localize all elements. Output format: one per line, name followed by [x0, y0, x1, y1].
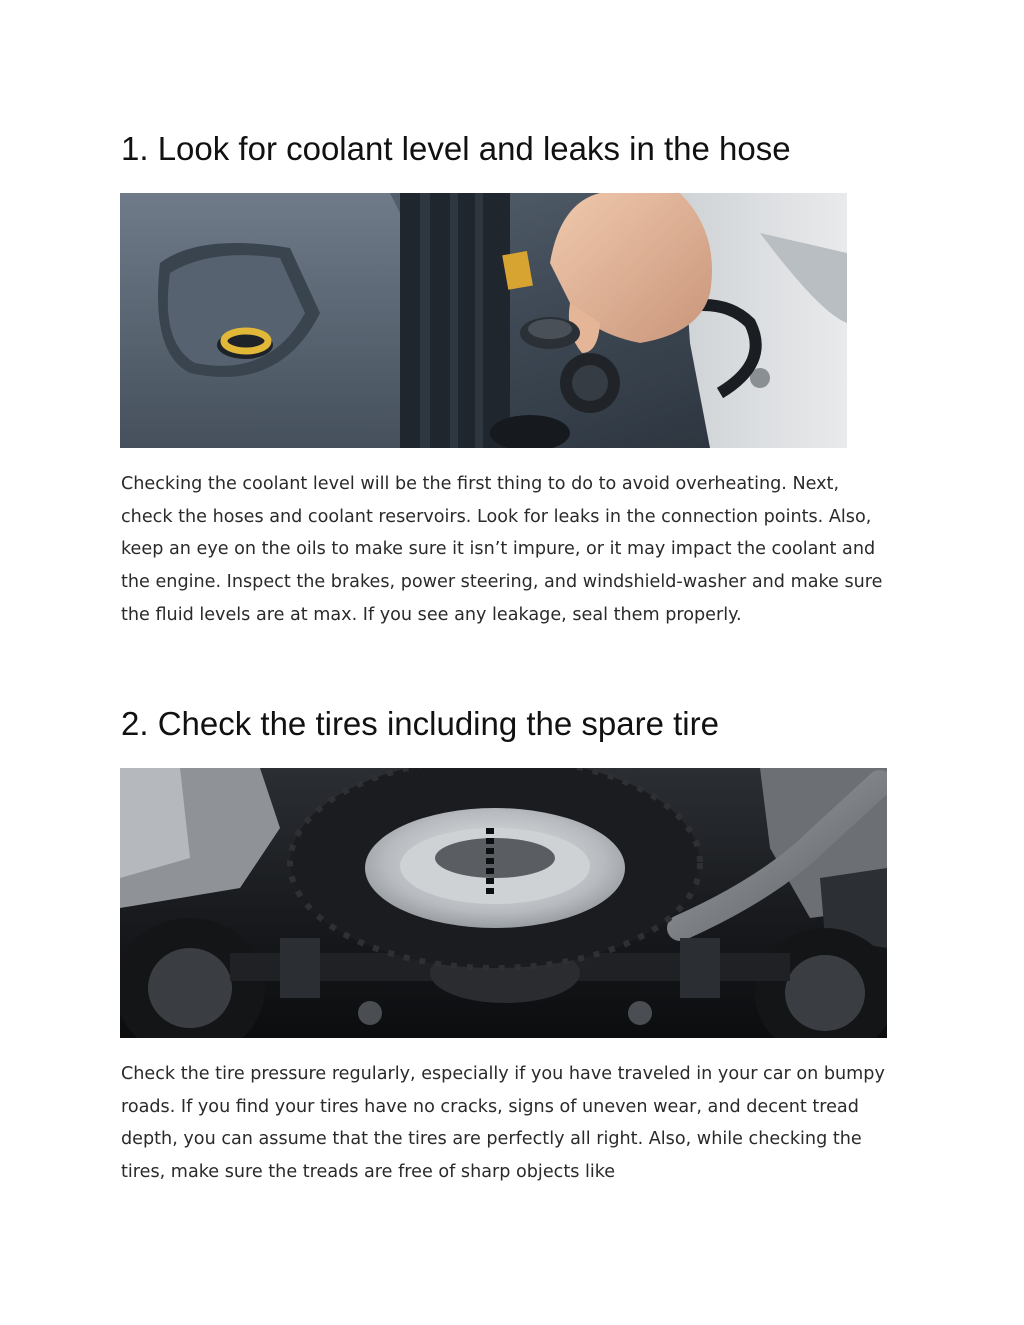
- section-1-paragraph: Checking the coolant level will be the first thing to do to avoid overheating. Next, check the hoses and coolant reservoirs. Look for leaks in the connection points. Also, keep an eye on the oils to make sure it isn’t impure, or it may impact the coolant and the engine. Inspect the brakes, power steering, and windshield-washer and make sure the fluid levels are at max. If you see any leakage, seal them properly.: [121, 474, 883, 625]
- section-1-heading: 1. Look for coolant level and leaks in the hose: [121, 130, 791, 167]
- section-2-paragraph: Check the tire pressure regularly, especially if you have traveled in your car on bumpy roads. If you find your tires have no cracks, signs of uneven wear, and decent tread depth, you can assume that the tires are perfectly all right. Also, while checking the tires, make sure the treads are free of sharp objects like: [121, 1064, 885, 1183]
- undercarriage-spare-tire-photo: [120, 768, 887, 1038]
- section-2-heading: 2. Check the tires including the spare tire: [121, 705, 719, 742]
- engine-bay-coolant-cap-photo: [120, 193, 847, 448]
